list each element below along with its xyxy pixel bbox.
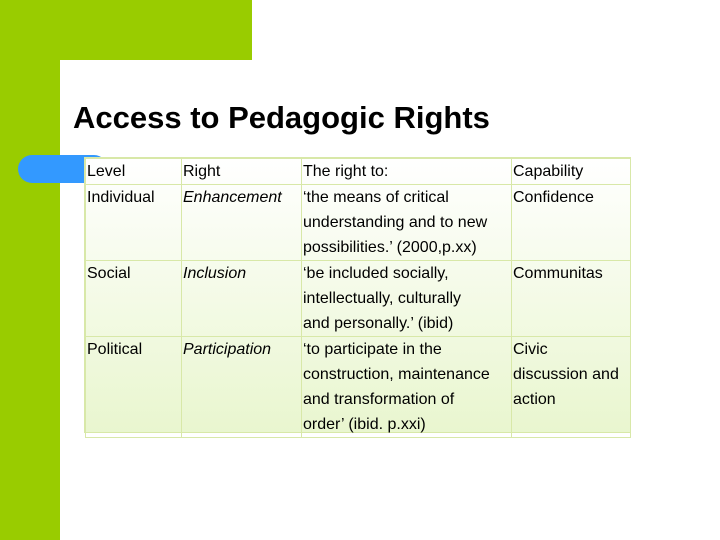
right-to-line: ‘be included socially,: [303, 265, 449, 282]
right-to-line: ‘the means of critical: [303, 189, 449, 206]
right-to-line: and personally.’ (ibid): [303, 315, 454, 332]
right-to-line: ‘to participate in the: [303, 341, 442, 358]
right-to-line: order’ (ibid. p.xxi): [303, 416, 426, 433]
capability-cell: [512, 261, 631, 337]
table-row: [86, 185, 631, 261]
level-cell: [86, 261, 182, 337]
capability-label: discussion and: [513, 366, 619, 383]
right-to-line: construction, maintenance: [303, 366, 490, 383]
capability-header-label: Capability: [513, 163, 584, 180]
right-cell: [182, 185, 302, 261]
table-row: [86, 261, 631, 337]
level-label: Individual: [87, 189, 155, 206]
right-header-label: Right: [183, 163, 221, 180]
rights-table: [85, 158, 631, 438]
right-cell: [182, 337, 302, 438]
level-label: Political: [87, 341, 143, 358]
right-header-cell: [182, 159, 302, 185]
level-cell: [86, 185, 182, 261]
right-to-cell: [302, 337, 512, 438]
right-to-cell: [302, 261, 512, 337]
right-label: Enhancement: [183, 189, 282, 206]
right-to-line: and transformation of: [303, 391, 455, 408]
capability-header-cell: [512, 159, 631, 185]
capability-label: Civic: [513, 341, 548, 358]
level-label: Social: [87, 265, 131, 282]
right-to-line: intellectually, culturally: [303, 290, 461, 307]
right-label: Participation: [183, 341, 272, 358]
rights-table-panel: [84, 157, 631, 433]
right-label: Inclusion: [183, 265, 247, 282]
level-header-cell: [86, 159, 182, 185]
right-to-line: understanding and to new: [303, 214, 488, 231]
right-to-header-label: The right to:: [303, 163, 389, 180]
level-cell: [86, 337, 182, 438]
right-to-cell: [302, 185, 512, 261]
left-accent-bar: [0, 0, 60, 540]
top-accent-block: [60, 0, 252, 60]
right-to-line: possibilities.’ (2000,p.xx): [303, 239, 477, 256]
capability-label: Confidence: [513, 189, 594, 206]
table-header-row: [86, 159, 631, 185]
capability-label: Communitas: [513, 265, 603, 282]
table-row: [86, 337, 631, 438]
slide-title: Access to Pedagogic Rights: [73, 100, 490, 135]
right-to-header-cell: [302, 159, 512, 185]
level-header-label: Level: [87, 163, 126, 180]
right-cell: [182, 261, 302, 337]
capability-cell: [512, 337, 631, 438]
capability-label: action: [513, 391, 556, 408]
capability-cell: [512, 185, 631, 261]
